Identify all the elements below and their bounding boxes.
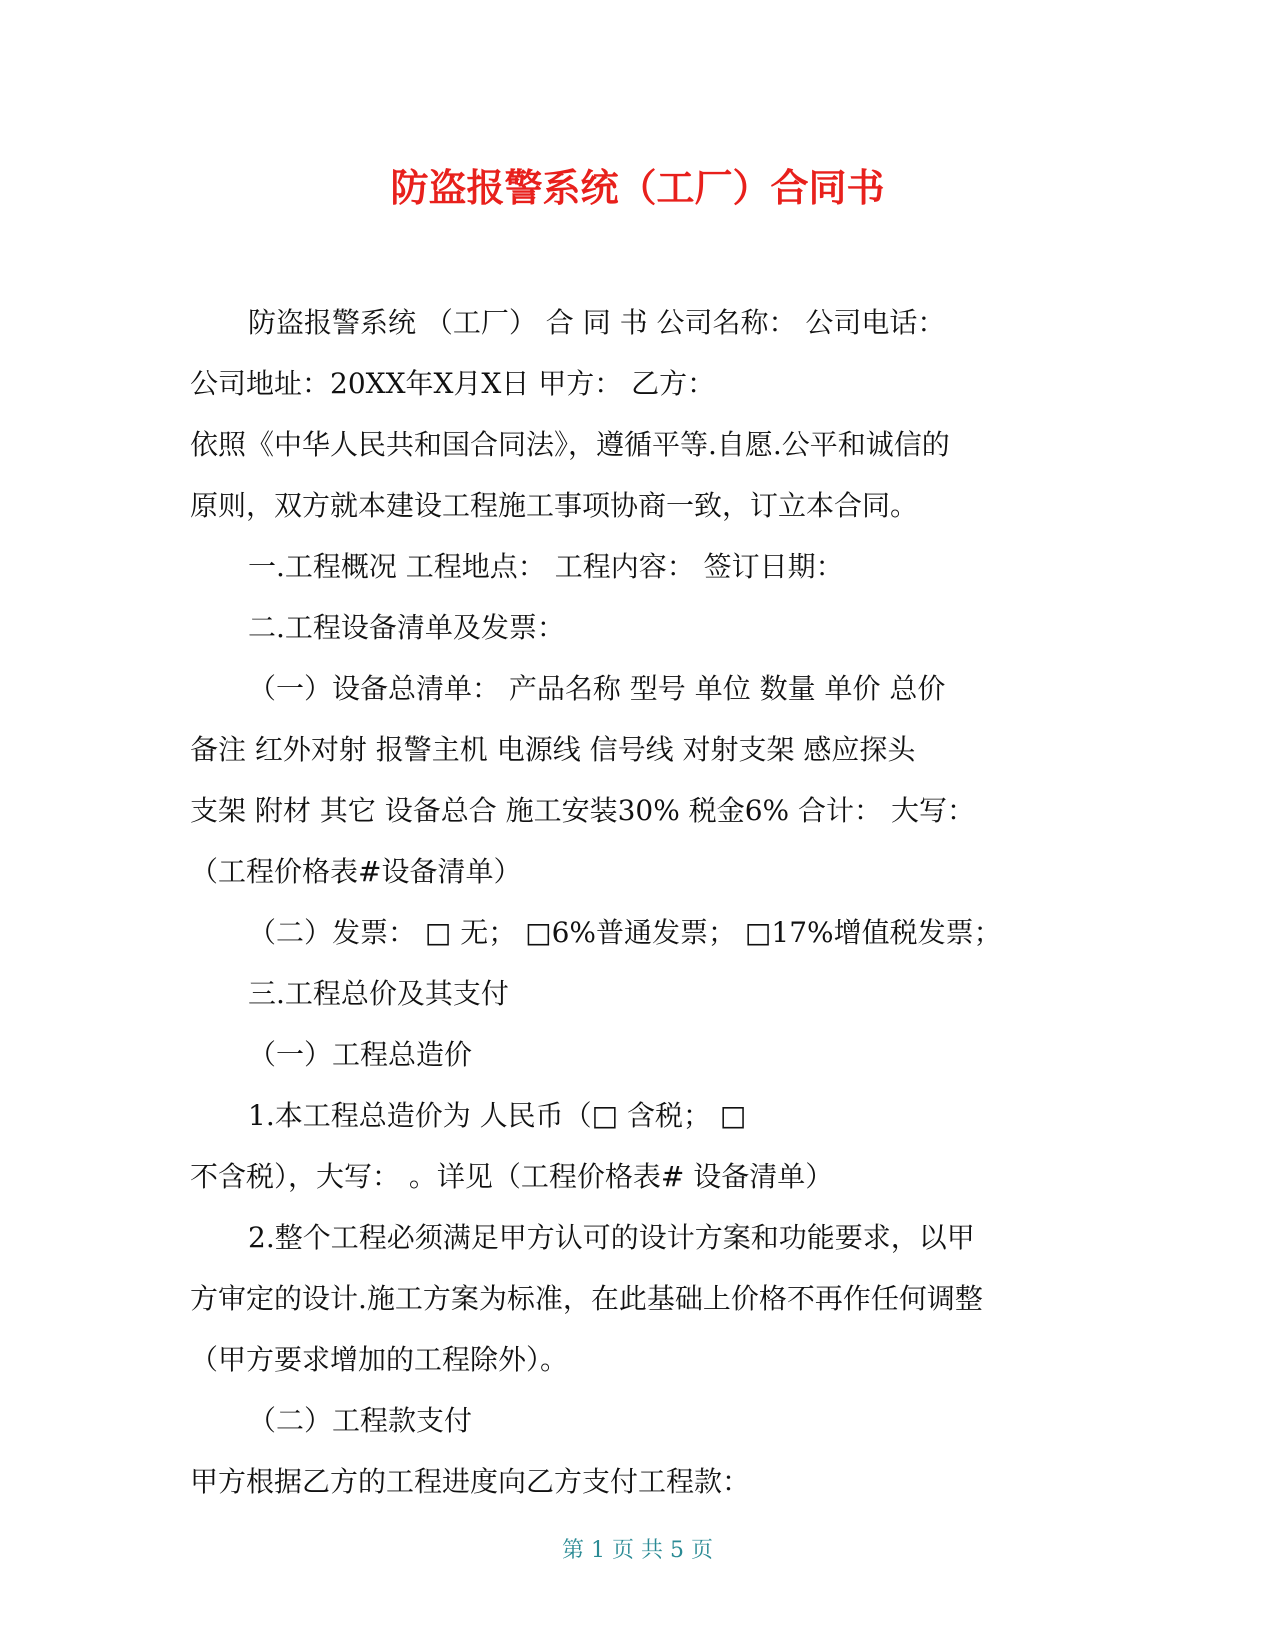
body-line-13: （一）工程总造价 xyxy=(248,1038,473,1071)
body-line-20: 甲方根据乙方的工程进度向乙方支付工程款： xyxy=(190,1465,751,1498)
body-line-7: （一）设备总清单： 产品名称 型号 单位 数量 单价 总价 xyxy=(248,672,946,705)
body-line-8: 备注 红外对射 报警主机 电源线 信号线 对射支架 感应探头 xyxy=(190,733,916,766)
page-number-footer: 第 1 页 共 5 页 xyxy=(562,1538,713,1563)
body-line-4: 原则，双方就本建设工程施工事项协商一致，订立本合同。 xyxy=(190,489,919,522)
document-body xyxy=(190,292,1090,1512)
body-line-11: （二）发票： □ 无； □6%普通发票； □17%增值税发票； xyxy=(248,916,1002,949)
body-line-2: 公司地址：20XX年X月X日 甲方： 乙方： xyxy=(190,367,716,400)
body-line-15: 不含税），大写： 。详见（工程价格表# 设备清单） xyxy=(190,1160,834,1193)
body-line-16: 2.整个工程必须满足甲方认可的设计方案和功能要求，以甲 xyxy=(248,1221,975,1254)
body-line-9: 支架 附材 其它 设备总合 施工安装30% 税金6% 合计： 大写： xyxy=(190,794,975,827)
body-line-14: 1.本工程总造价为 人民币（□ 含税； □ xyxy=(248,1099,747,1132)
body-line-5: 一.工程概况 工程地点： 工程内容： 签订日期： xyxy=(248,550,844,583)
body-line-18: （甲方要求增加的工程除外）。 xyxy=(190,1343,569,1376)
body-line-1: 防盗报警系统 （工厂） 合 同 书 公司名称： 公司电话： xyxy=(248,306,946,339)
body-line-10: （工程价格表#设备清单） xyxy=(190,855,522,888)
body-line-17: 方审定的设计.施工方案为标准，在此基础上价格不再作任何调整 xyxy=(190,1282,983,1315)
body-line-6: 二.工程设备清单及发票： xyxy=(248,611,565,644)
document-title: 防盗报警系统（工厂）合同书 xyxy=(390,166,885,210)
body-line-3: 依照《中华人民共和国合同法》，遵循平等.自愿.公平和诚信的 xyxy=(190,428,950,461)
body-line-12: 三.工程总价及其支付 xyxy=(248,977,509,1010)
body-line-19: （二）工程款支付 xyxy=(248,1404,473,1437)
